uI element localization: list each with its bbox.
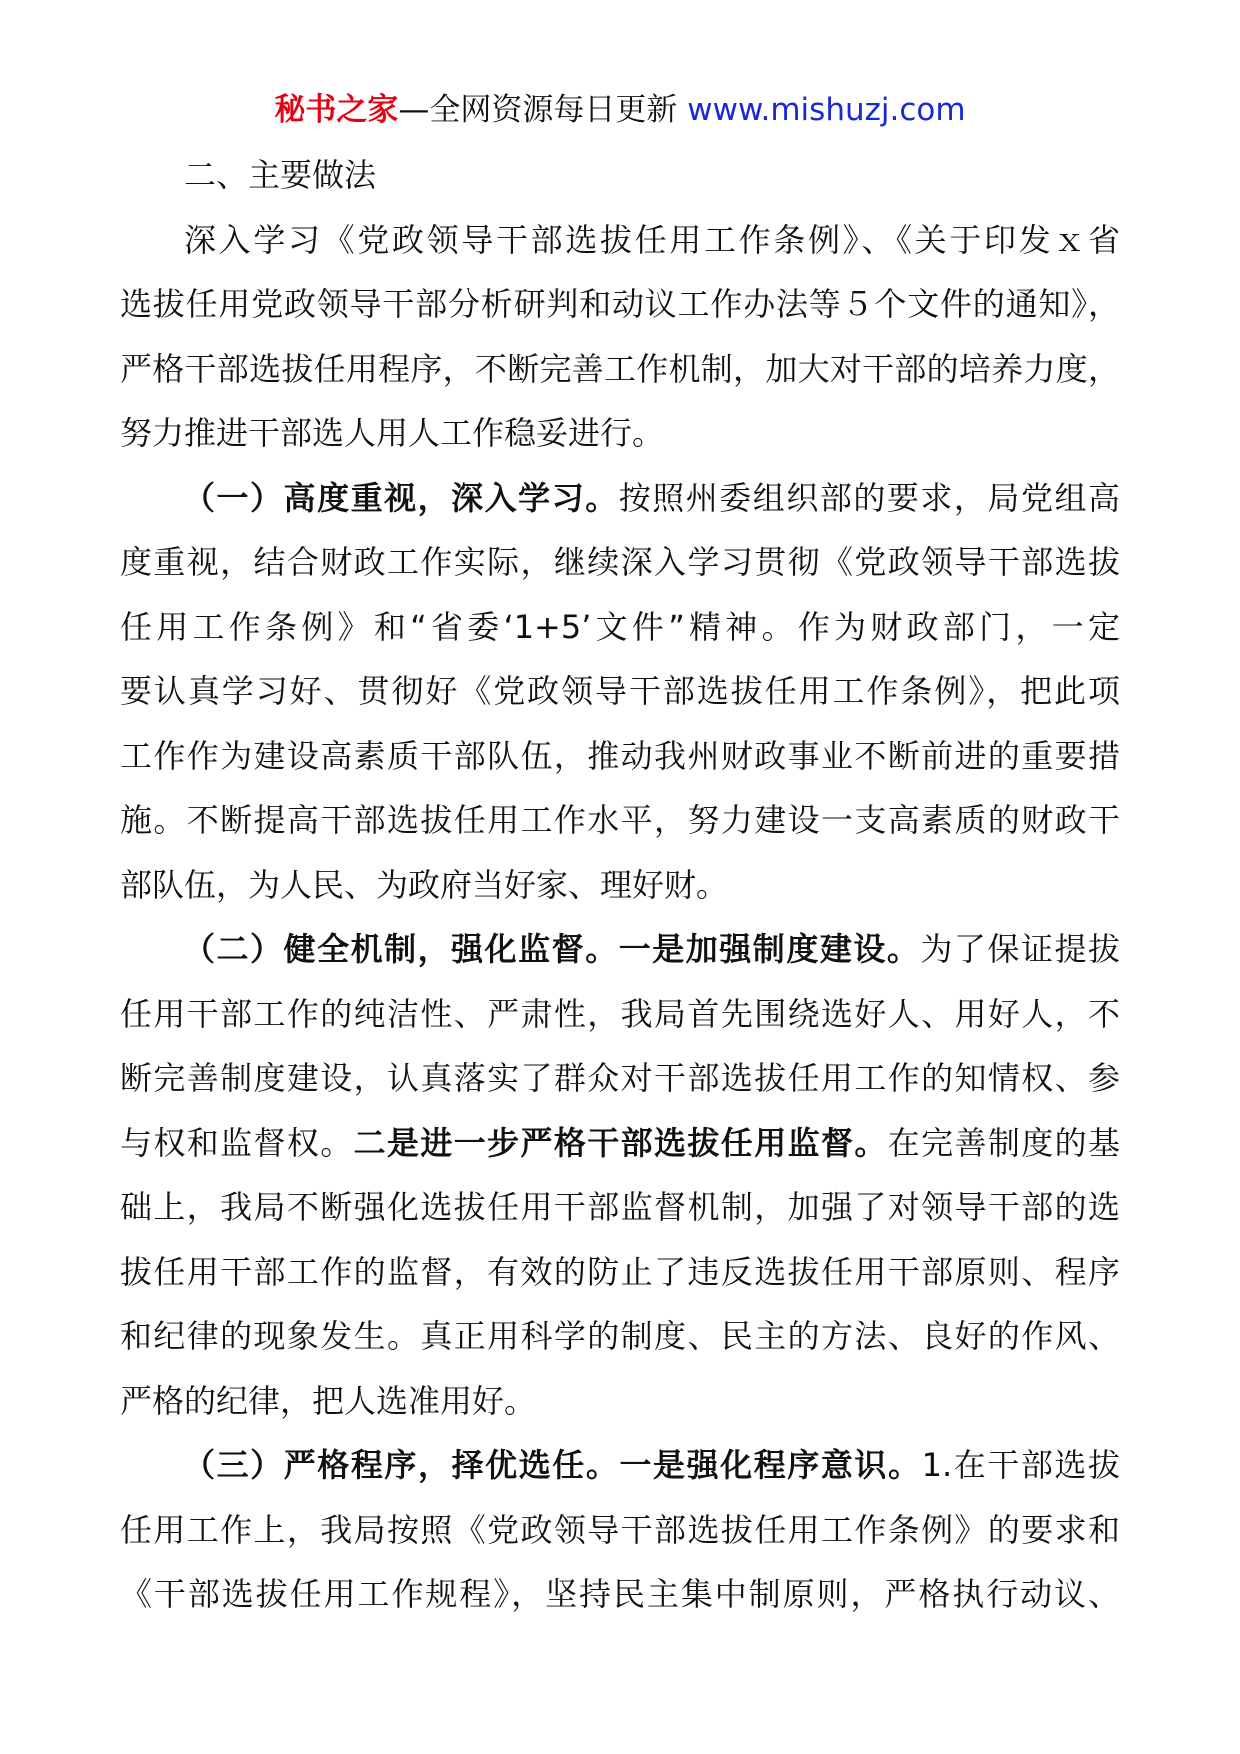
- part2-first-line: [120, 917, 1120, 982]
- part1-line: 任用工作条例》和“省委‘1+5’文件”精神。作为财政部门，一定: [120, 607, 1120, 646]
- part2-text: 在完善制度的基: [887, 1123, 1120, 1162]
- part2-text: 为了保证提拔: [920, 930, 1120, 968]
- part1-line: 施。不断提高干部选拔任用工作水平，努力建设一支高素质的财政干: [120, 801, 1120, 839]
- part3-first-line: [120, 1433, 1120, 1498]
- part3-line: 《干部选拔任用工作规程》，坚持民主集中制原则，严格执行动议、: [120, 1575, 1120, 1613]
- part1-first-line: [120, 466, 1120, 531]
- part2-sub1-title: 一是加强制度建设。: [618, 930, 921, 968]
- part2-mixed-line: [120, 1111, 1120, 1176]
- part2-line: 础上，我局不断强化选拔任用干部监督机制，加强了对领导干部的选: [120, 1188, 1120, 1226]
- part2-title: （二）健全机制，强化监督。: [183, 930, 619, 968]
- site-url-link[interactable]: www.mishuzj.com: [687, 92, 966, 128]
- part2-line: 和纪律的现象发生。真正用科学的制度、民主的方法、良好的作风、: [120, 1317, 1120, 1355]
- part2-line: 任用干部工作的纯洁性、严肃性，我局首先围绕选好人、用好人，不: [120, 994, 1120, 1033]
- part1-line: 部队伍，为人民、为政府当好家、理好财。: [120, 865, 729, 904]
- intro-line: 严格干部选拔任用程序，不断完善工作机制，加大对干部的培养力度，: [120, 349, 1120, 388]
- part3-sub1-title: 一是强化程序意识。: [619, 1446, 922, 1484]
- part2-text: 与权和监督权。: [120, 1123, 354, 1162]
- part1-line: 要认真学习好、贯彻好《党政领导干部选拔任用工作条例》，把此项: [120, 672, 1120, 710]
- part1-title: （一）高度重视，深入学习。: [183, 478, 619, 517]
- part2-line: 断完善制度建设，认真落实了群众对干部选拔任用工作的知情权、参: [120, 1059, 1120, 1097]
- brand-name: 秘书之家: [274, 92, 399, 128]
- intro-line: 深入学习《党政领导干部选拔任用工作条例》、《关于印发ｘ省: [184, 220, 1120, 259]
- part2-line: 拔任用干部工作的监督，有效的防止了违反选拔任用干部原则、程序: [120, 1252, 1120, 1291]
- header-tagline: —全网资源每日更新: [398, 92, 688, 128]
- section-heading: 二、主要做法: [184, 156, 377, 194]
- part3-title: （三）严格程序，择优选任。: [183, 1446, 620, 1484]
- part3-line: 任用工作上，我局按照《党政领导干部选拔任用工作条例》的要求和: [120, 1510, 1120, 1549]
- part2-sub2-title: 二是进一步严格干部选拔任用监督。: [353, 1123, 888, 1162]
- part1-line: 工作作为建设高素质干部队伍，推动我州财政事业不断前进的重要措: [120, 736, 1120, 775]
- part2-line: 严格的纪律，把人选准用好。: [120, 1381, 537, 1420]
- intro-line: 选拔任用党政领导干部分析研判和动议工作办法等５个文件的通知》，: [120, 285, 1120, 323]
- page-header: [0, 88, 1240, 132]
- part3-text: 1.在干部选拔: [921, 1446, 1120, 1484]
- intro-line: 努力推进干部选人用人工作稳妥进行。: [120, 414, 665, 452]
- part1-text: 按照州委组织部的要求，局党组高: [618, 478, 1120, 517]
- document-body: [120, 143, 1120, 1627]
- part1-line: 度重视，结合财政工作实际，继续深入学习贯彻《党政领导干部选拔: [120, 543, 1120, 581]
